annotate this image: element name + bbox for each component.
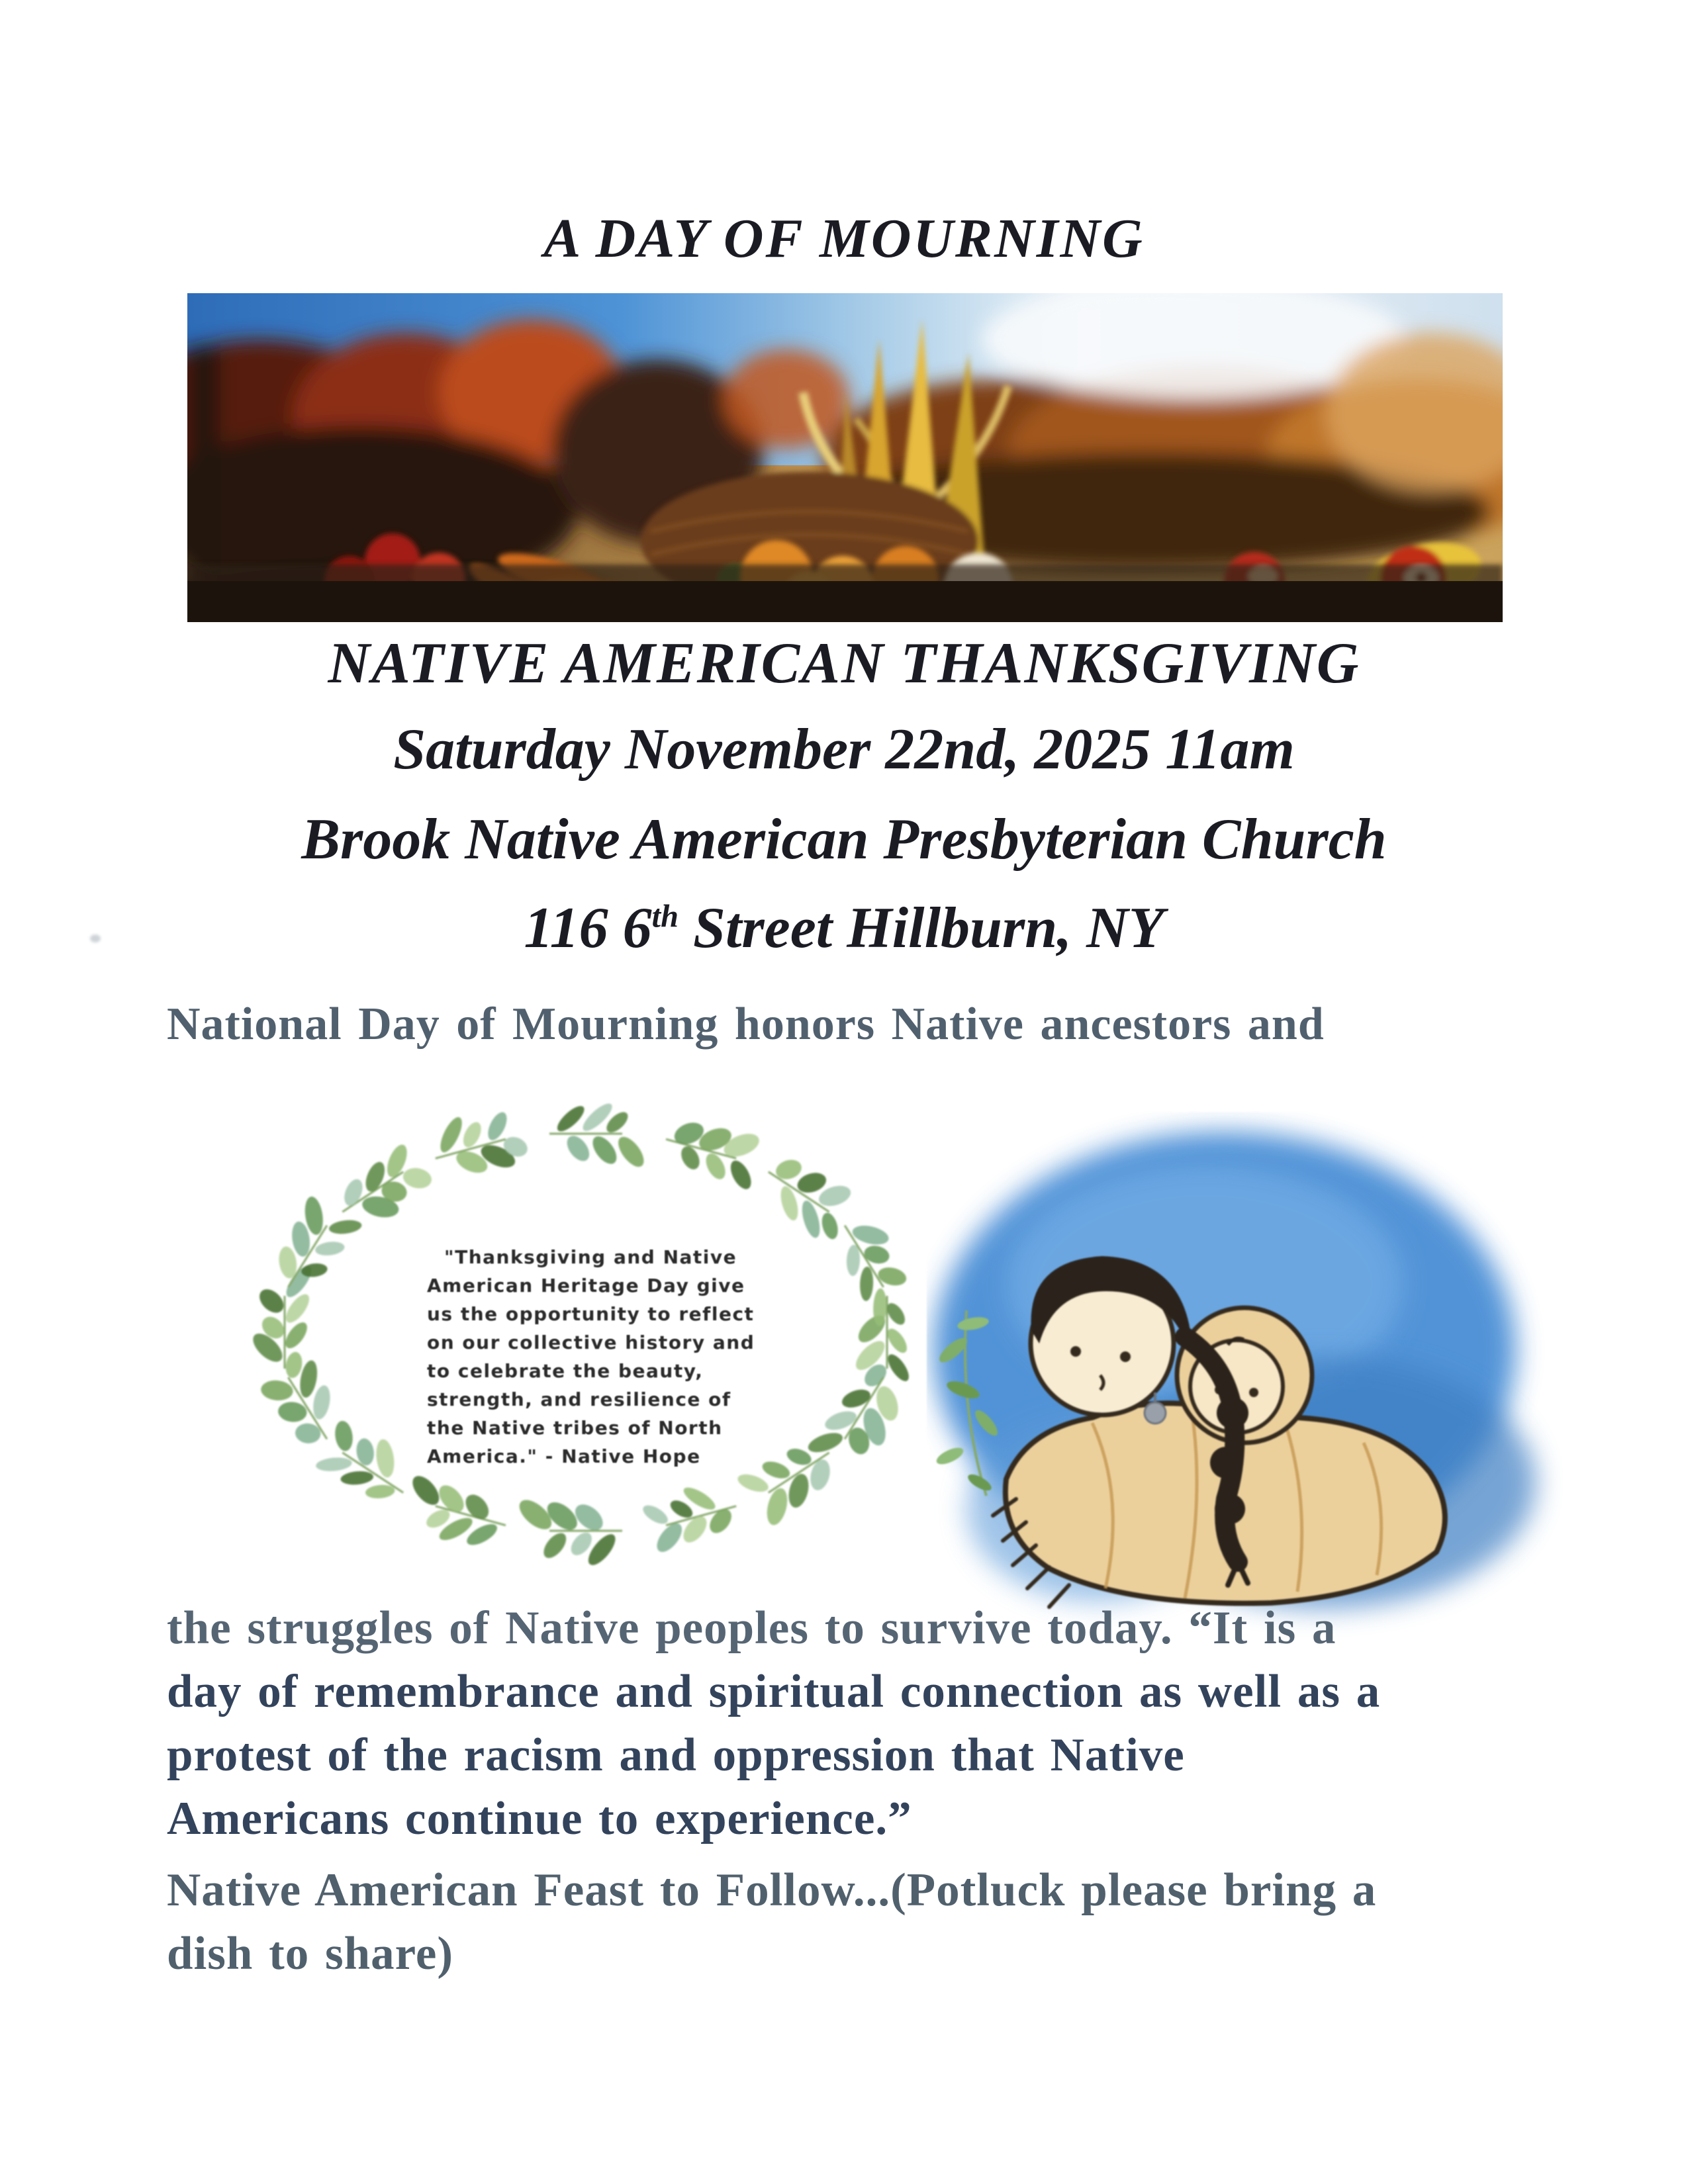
- quote-line: on our collective history and: [427, 1332, 755, 1353]
- address-number: 116 6: [524, 896, 652, 960]
- event-datetime: Saturday November 22nd, 2025 11am: [393, 717, 1295, 782]
- quote-line: strength, and resilience of: [427, 1388, 731, 1410]
- quote-line: us the opportunity to reflect: [427, 1303, 755, 1325]
- quote-line: American Heritage Day give: [427, 1275, 745, 1297]
- feast-line: dish to share): [167, 1928, 453, 1979]
- intro-line: National Day of Mourning honors Native ancestors and: [167, 999, 1325, 1050]
- body-line: protest of the racism and oppression that Native: [167, 1729, 1185, 1781]
- quote-line: America." - Native Hope: [427, 1445, 701, 1467]
- address-rest: Street Hillburn, NY: [679, 896, 1164, 960]
- body-paragraph: [167, 1596, 1610, 1850]
- address-ordinal: th: [651, 899, 679, 934]
- body-line: day of remembrance and spiritual connection as well as a: [167, 1666, 1381, 1717]
- event-address: [0, 895, 1688, 962]
- feast-note: [167, 1858, 1610, 1985]
- autumn-harvest-photo: [187, 293, 1503, 622]
- harvest-photo-art: [187, 293, 1503, 622]
- quote-line: to celebrate the beauty,: [427, 1360, 704, 1382]
- quote-line: "Thanksgiving and Native: [444, 1246, 737, 1268]
- mother-baby-art: [927, 1112, 1562, 1641]
- mother-and-baby-illustration: [927, 1112, 1562, 1641]
- quote-line: the Native tribes of North: [427, 1417, 723, 1439]
- body-line: the struggles of Native peoples to survive today. “It is a: [167, 1602, 1336, 1654]
- scan-speck: [90, 934, 101, 942]
- wreath-quote: [427, 1243, 808, 1471]
- body-line: Americans continue to experience.”: [167, 1793, 912, 1844]
- earring: [1145, 1402, 1166, 1424]
- event-heading: NATIVE AMERICAN THANKSGIVING: [328, 631, 1360, 696]
- page-title: A DAY OF MOURNING: [543, 208, 1145, 269]
- event-venue: Brook Native American Presbyterian Church: [301, 807, 1387, 872]
- feast-line: Native American Feast to Follow...(Potluck please bring a: [167, 1864, 1377, 1916]
